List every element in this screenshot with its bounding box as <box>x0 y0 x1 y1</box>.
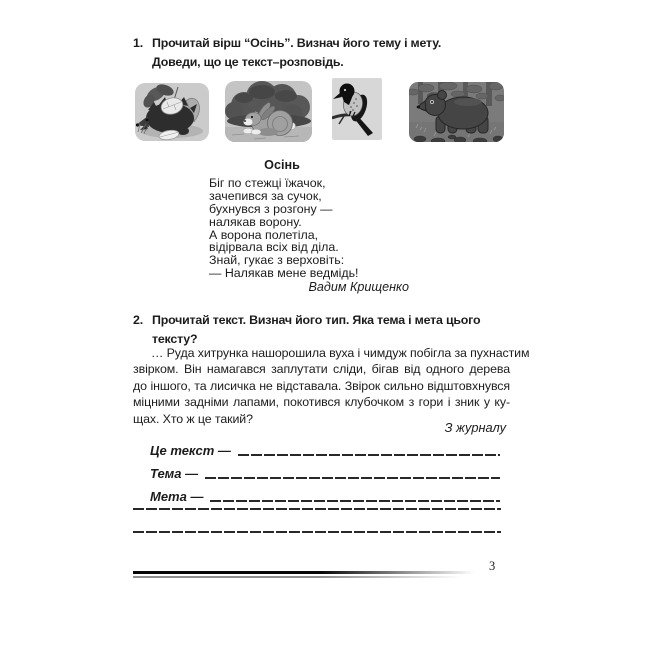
poem <box>209 158 359 281</box>
page-number: 3 <box>489 559 496 573</box>
passage <box>133 345 530 427</box>
poem-title: Осінь <box>264 158 300 172</box>
task-2-number: 2. <box>133 313 143 327</box>
illustration-bear-in-forest <box>408 80 505 145</box>
passage-line: щах. Хто ж це такий? <box>133 411 253 426</box>
passage-line: міцними задніми лапами, покотився клубочком з гори і зник у ку- <box>133 395 510 410</box>
task-2-text <box>152 311 480 349</box>
extra-writing-line-2 <box>133 531 501 533</box>
task-1-line-2: Доведи, що це текст–розповідь. <box>152 55 344 69</box>
footer-rule-gray <box>133 576 475 578</box>
answer-label-text-type: Це текст — <box>150 443 231 458</box>
answer-blank-line-goal <box>210 500 500 502</box>
poem-line: Знай, гукає з верховіть: <box>209 253 345 268</box>
poem-line: відірвала всіх від діла. <box>209 240 339 255</box>
passage-line: звірком. Він намагався заплутати сліди, бігав від одного дерева <box>133 362 510 377</box>
answer-row-goal <box>150 482 500 505</box>
hedgehog-illustration-icon <box>134 80 210 145</box>
illustration-crow-on-branch <box>332 78 382 142</box>
task-2-heading <box>133 311 480 349</box>
bear-illustration-icon <box>408 80 505 145</box>
task-1-line-1: Прочитай вірш “Осінь”. Визнач його тему і мету. <box>152 36 442 50</box>
answer-row-theme <box>150 459 500 482</box>
answer-label-goal: Мета — <box>150 489 204 504</box>
footer-rule-black <box>133 571 475 574</box>
answer-blank-line-theme <box>205 477 500 479</box>
answer-blank-line-text-type <box>238 454 500 456</box>
poem-line: налякав ворону. <box>209 214 302 229</box>
poem-line: зачепився за сучок, <box>209 188 322 203</box>
task-1-text <box>152 34 441 72</box>
poem-line: А ворона полетіла, <box>209 227 319 242</box>
crow-illustration-icon <box>332 78 382 142</box>
passage-source: З журналу <box>444 420 506 435</box>
poem-line: — Налякав мене ведмідь! <box>209 266 359 281</box>
answer-label-theme: Тема — <box>150 466 199 481</box>
answer-fields <box>150 436 500 505</box>
illustration-hedgehog-with-autumn-leaves <box>134 80 210 145</box>
poem-line: бухнувся з розгону — <box>209 201 333 216</box>
answer-row-text-type <box>150 436 500 459</box>
task-1-heading <box>133 34 441 72</box>
passage-line: до іншого, та лисичка не відставала. Звірок сильно відштовхнувся <box>133 378 510 393</box>
illustration-hare-by-bushes <box>224 79 313 145</box>
poem-line: Біг по стежці їжачок, <box>209 175 326 190</box>
passage-line: … Руда хитрунка нашорошила вуха і чимдуж побігла за пухнастим <box>151 346 530 360</box>
extra-writing-line-1 <box>133 508 501 510</box>
poem-author: Вадим Крищенко <box>308 280 409 294</box>
hare-illustration-icon <box>224 79 313 145</box>
task-1-number: 1. <box>133 36 143 50</box>
task-2-line-1: Прочитай текст. Визнач його тип. Яка тема і мета цього <box>152 313 481 327</box>
task-2-line-2: тексту? <box>152 332 198 346</box>
